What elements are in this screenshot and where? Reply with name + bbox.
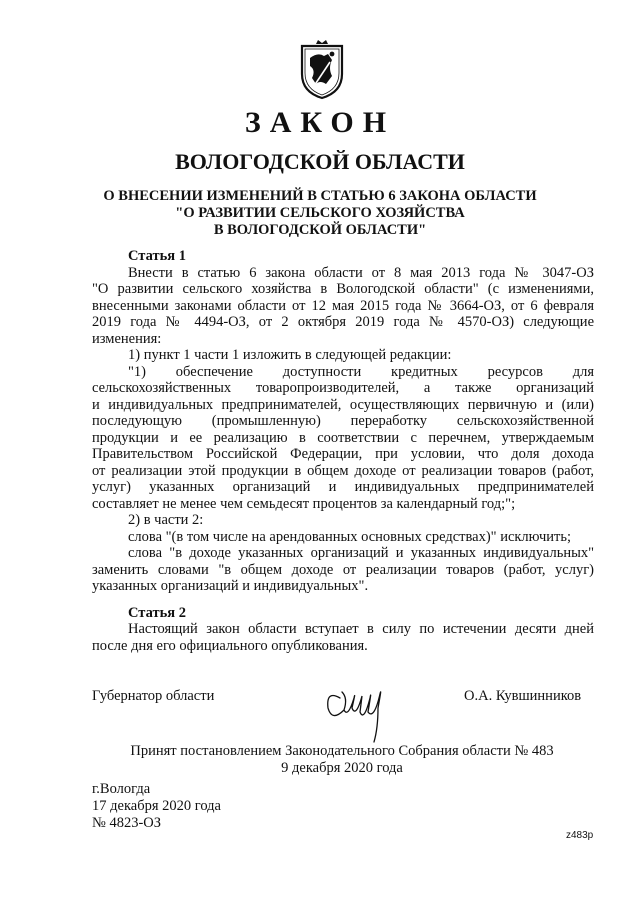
text-line: Внести в статью 6 закона области от 8 мая 2013 года № 3047-ОЗ [128, 264, 594, 281]
footer-number: № 4823-ОЗ [92, 815, 162, 831]
region-title: ВОЛОГОДСКОЙ ОБЛАСТИ [175, 149, 465, 174]
text-line: слова "в доходе указанных организаций и указанных индивидуальных" [128, 545, 594, 561]
text-line: указанных организаций и индивидуальных". [92, 578, 369, 594]
footer-date: 17 декабря 2020 года [92, 798, 221, 814]
subtitle-line: О ВНЕСЕНИИ ИЗМЕНЕНИЙ В СТАТЬЮ 6 ЗАКОНА ОБЛАСТИ [103, 188, 537, 204]
document-footer [92, 781, 221, 832]
text-line: продукции и ее реализацию в соответствии с перечнем, утверждаемым [92, 429, 594, 446]
text-line: "1) обеспечение доступности кредитных ресурсов для [128, 363, 594, 380]
text-line: и индивидуальных предпринимателей, осуществляющих первичную и (или) [92, 396, 594, 413]
text-line: услуг) указанных организаций и индивидуальных предпринимателей [92, 479, 594, 495]
text-line: внесенными законами области от 12 мая 2015 года № 3664-ОЗ, от 6 февраля [92, 297, 594, 314]
text-line: составляет не менее чем семьдесят процентов за календарный год;"; [92, 495, 516, 512]
text-line: сельскохозяйственных товаропроизводителей, а также организаций [92, 380, 594, 396]
text-line: 2) в части 2: [128, 512, 204, 528]
text-line: 2019 года № 4494-ОЗ, от 2 октября 2019 года № 4570-ОЗ) следующие [92, 314, 594, 330]
article-1-heading: Статья 1 [128, 248, 186, 264]
law-title: ЗАКОН [244, 106, 396, 139]
law-subtitle [60, 188, 580, 239]
adoption-note [60, 743, 624, 777]
text-line: от реализации этой продукции в общем доходе от реализации товаров (работ, [92, 462, 594, 479]
coat-of-arms-emblem [298, 40, 346, 100]
subtitle-line: В ВОЛОГОДСКОЙ ОБЛАСТИ" [213, 222, 427, 238]
governor-name: О.А. Кувшинников [464, 688, 582, 704]
adoption-line: 9 декабря 2020 года [281, 760, 403, 776]
subtitle-line: "О РАЗВИТИИ СЕЛЬСКОГО ХОЗЯЙСТВА [175, 205, 465, 221]
document-code: z483p [566, 830, 594, 841]
text-line: Настоящий закон области вступает в силу по истечении десяти дней [128, 621, 594, 637]
text-line: последующую (промышленную) переработку сельскохозяйственной [92, 413, 594, 429]
text-line: 1) пункт 1 части 1 изложить в следующей редакции: [128, 347, 452, 363]
governor-label: Губернатор области [92, 688, 215, 704]
signature-image [318, 668, 408, 748]
article-2-heading: Статья 2 [128, 604, 186, 621]
law-body [92, 248, 594, 654]
text-line: "О развитии сельского хозяйства в Вологодской области" (с изменениями, [92, 281, 594, 297]
text-line: слова "(в том числе на арендованных основных средствах)" исключить; [128, 528, 571, 545]
text-line: после дня его официального опубликования. [92, 637, 368, 654]
footer-city: г.Вологда [92, 781, 151, 797]
adoption-line: Принят постановлением Законодательного Собрания области № 483 [130, 743, 554, 759]
text-line: Правительством Российской Федерации, при условии, что доля дохода [92, 446, 594, 462]
text-line: изменения: [92, 330, 162, 347]
text-line: заменить словами "в общем доходе от реализации товаров (работ, услуг) [92, 561, 594, 578]
